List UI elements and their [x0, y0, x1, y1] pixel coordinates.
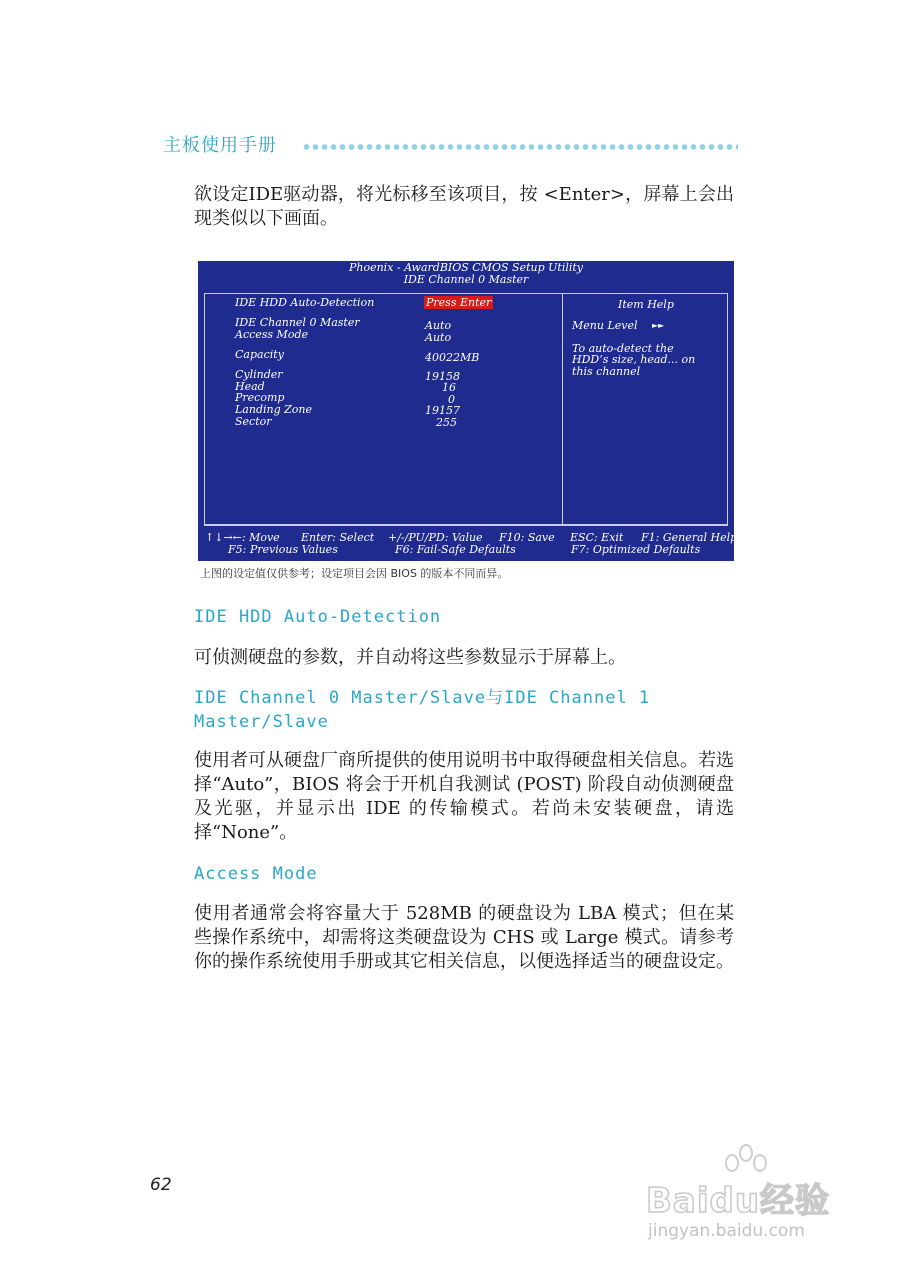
- bios-row-value: 40022MB: [425, 351, 480, 364]
- header-dotted-rule: [302, 143, 738, 151]
- footer-previous: F5: Previous Values: [228, 543, 338, 556]
- bios-screenshot: [198, 261, 738, 561]
- bios-row-label: IDE HDD Auto-Detection: [235, 296, 375, 309]
- bios-row-label: Landing Zone: [235, 403, 312, 416]
- watermark-url: jingyan.baidu.com: [648, 1221, 805, 1241]
- section-body: 可侦测硬盘的参数，并自动将这些参数显示于屏幕上。: [194, 647, 626, 668]
- bios-bottom-rule: [204, 525, 728, 526]
- footer-help: F1: General Help: [641, 531, 738, 544]
- figure-caption: 上图的设定值仅供参考；设定项目会因 BIOS 的版本不同而异。: [200, 567, 509, 580]
- bios-title: [198, 262, 734, 286]
- section-body: 使用者可从硬盘厂商所提供的使用说明书中取得硬盘相关信息。若选择“Auto”，BIOS 将会于开机自我测试 (POST) 阶段自动侦测硬盘及光驱，并显示出 IDE 的传输模式。若尚未安装硬盘，请选择“None”。: [194, 750, 734, 843]
- footer-save: F10: Save: [499, 531, 555, 544]
- footer-exit: ESC: Exit: [570, 531, 624, 544]
- bios-row-label: Head: [235, 380, 265, 393]
- bios-title-line2: IDE Channel 0 Master: [403, 273, 529, 286]
- menu-level-arrows: ►►: [652, 321, 665, 330]
- item-help-title: Item Help: [618, 298, 674, 311]
- help-line: HDD’s size, head... on: [572, 353, 696, 366]
- baidu-watermark: [640, 1143, 860, 1243]
- bios-row-value: 255: [436, 416, 457, 429]
- help-line: this channel: [572, 365, 641, 378]
- bios-row-value: Auto: [425, 319, 452, 332]
- section-body: 使用者通常会将容量大于 528MB 的硬盘设为 LBA 模式；但在某些操作系统中，却需将这类硬盘设为 CHS 或 Large 模式。请参考你的操作系统使用手册或其它相关信息，以便选择适当的硬盘设定。: [194, 903, 734, 972]
- watermark-logo: Baidu经验: [646, 1181, 831, 1221]
- help-line: To auto-detect the: [572, 342, 674, 355]
- bios-row-value: 16: [442, 381, 456, 394]
- bios-row-value: 0: [448, 393, 455, 406]
- header-title: 主板使用手册: [163, 135, 277, 156]
- bios-row-value: Auto: [425, 331, 452, 344]
- intro-paragraph: 欲设定IDE驱动器，将光标移至该项目，按 <Enter>，屏幕上会出现类似以下画面。: [194, 184, 734, 229]
- footer-value: +/-/PU/PD: Value: [388, 531, 483, 544]
- bios-row-label: Capacity: [235, 348, 284, 361]
- bios-row-label: Access Mode: [235, 328, 308, 341]
- page-number: 62: [150, 1175, 172, 1195]
- menu-level-label: Menu Level: [572, 319, 638, 332]
- bios-row-value: 19158: [425, 370, 460, 383]
- footer-failsafe: F6: Fail-Safe Defaults: [395, 543, 516, 556]
- bios-row-label: Cylinder: [235, 368, 283, 381]
- bios-row-value: 19157: [425, 404, 460, 417]
- footer-optimized: F7: Optimized Defaults: [571, 543, 701, 556]
- footer-enter: Enter: Select: [301, 531, 375, 544]
- section-heading: IDE HDD Auto-Detection: [194, 607, 442, 627]
- press-enter-highlight: Press Enter: [426, 296, 492, 309]
- section-heading: IDE Channel 0 Master/Slave与IDE Channel 1 Master/Slave: [194, 688, 651, 732]
- bios-row-value: [424, 297, 493, 309]
- section-heading: Access Mode: [194, 864, 318, 884]
- bios-title-line1: Phoenix - AwardBIOS CMOS Setup Utility: [348, 261, 584, 274]
- bios-row-label: Sector: [235, 415, 272, 428]
- footer-move: ↑↓→←: Move: [205, 531, 280, 544]
- bios-row-label: Precomp: [235, 391, 285, 404]
- bios-divider: [562, 293, 563, 525]
- bios-row-label: IDE Channel 0 Master: [235, 316, 360, 329]
